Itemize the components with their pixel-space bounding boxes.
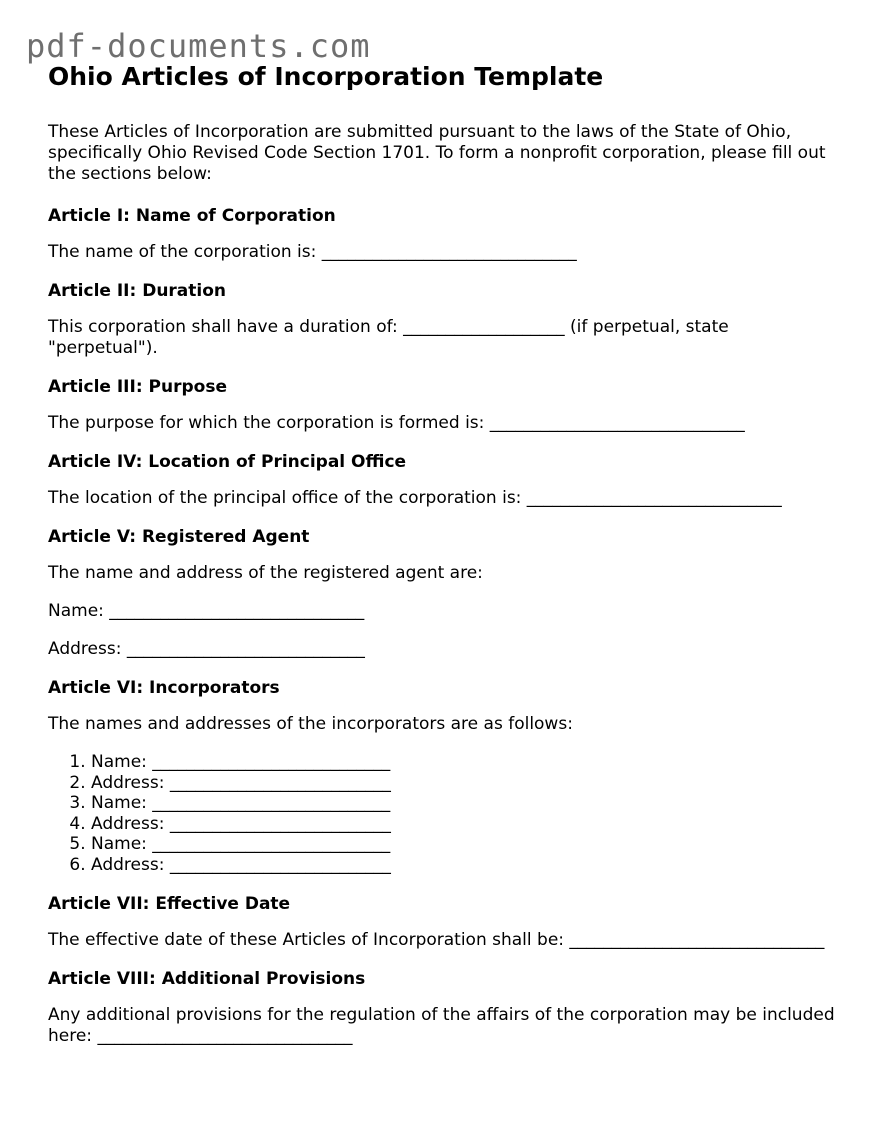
article-2-text: This corporation shall have a duration of: ___________________ (if perpetual, state "perpetual"). [48,317,729,358]
article-3-text: The purpose for which the corporation is formed is: ______________________________ [48,413,745,433]
list-item: 2. Address: __________________________ [91,773,838,794]
document-page [48,60,838,1064]
list-item: 1. Name: ____________________________ [91,752,838,773]
article-1-heading: Article I: Name of Corporation [48,206,336,226]
document-title: Ohio Articles of Incorporation Template [48,62,604,91]
list-item: 5. Name: ____________________________ [91,834,838,855]
article-6-text: The names and addresses of the incorporators are as follows: [48,714,573,734]
article-4-heading: Article IV: Location of Principal Office [48,452,407,472]
article-4-text: The location of the principal office of the corporation is: ______________________________ [48,488,782,508]
article-3-heading: Article III: Purpose [48,377,227,397]
list-item: 3. Name: ____________________________ [91,793,838,814]
incorporators-list [48,752,838,876]
article-7-heading: Article VII: Effective Date [48,893,291,914]
article-8-heading: Article VIII: Additional Provisions [48,968,366,989]
intro-paragraph: These Articles of Incorporation are submitted pursuant to the laws of the State of Ohio, specifically Ohio Revised Code Section 1701. To form a nonprofit corporation, please fill out the sections below: [48,122,826,184]
list-item: 4. Address: __________________________ [91,814,838,835]
watermark-text: pdf-documents.com [26,27,371,65]
list-item: 6. Address: __________________________ [91,855,838,876]
article-5-heading: Article V: Registered Agent [48,527,310,547]
registered-agent-address-line: Address: ____________________________ [48,639,365,659]
article-5-text: The name and address of the registered agent are: [48,563,483,583]
article-1-text: The name of the corporation is: ______________________________ [48,242,577,262]
article-8-text: Any additional provisions for the regulation of the affairs of the corporation may be included here: ______________________________ [48,1004,835,1046]
registered-agent-name-line: Name: ______________________________ [48,601,365,621]
article-2-heading: Article II: Duration [48,281,227,301]
article-6-heading: Article VI: Incorporators [48,678,280,698]
article-7-text: The effective date of these Articles of Incorporation shall be: ______________________________ [48,929,825,950]
